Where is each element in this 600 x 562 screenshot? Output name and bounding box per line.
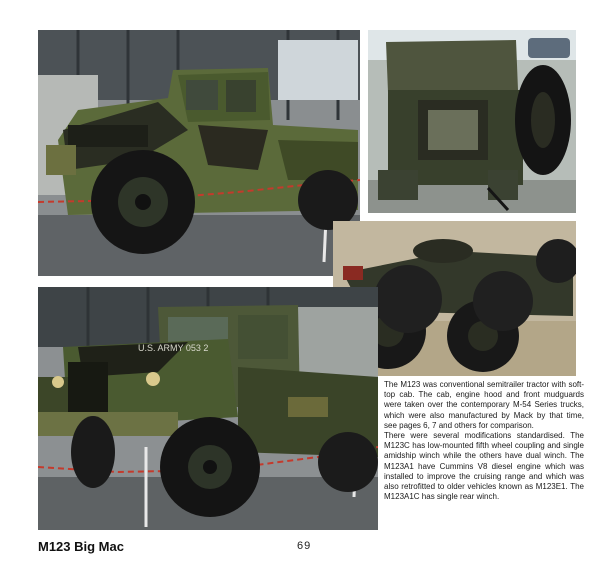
photo-truck-side-hangar: [38, 30, 360, 276]
caption-paragraph-modifications: There were several modifications standardised. The M123C has low-mounted fifth wheel coupling and single amidship winch while the others have dual winch. The M123A1 have Cummins V8 diesel engine which was installed to improve the cruising range and which was also retrofitted to older vehicles known as M123E1. The M123A1C has single rear winch.: [384, 431, 584, 502]
photo-caption: [384, 380, 584, 502]
book-title: M123 Big Mac: [38, 539, 124, 554]
hood-marking: U.S. ARMY 053 2: [138, 343, 209, 353]
caption-paragraph-intro: The M123 was conventional semitrailer tractor with soft-top cab. The cab, engine hood and front mudguards were taken over the contemporary M-54 Series trucks, which were also manufactured by Mack by that time, see pages 6, 7 and others for comparison.: [384, 380, 584, 430]
photo-truck-front-three-quarter: [38, 287, 378, 530]
page-number: 69: [297, 540, 312, 552]
photo-truck-rear-view: [368, 30, 576, 213]
